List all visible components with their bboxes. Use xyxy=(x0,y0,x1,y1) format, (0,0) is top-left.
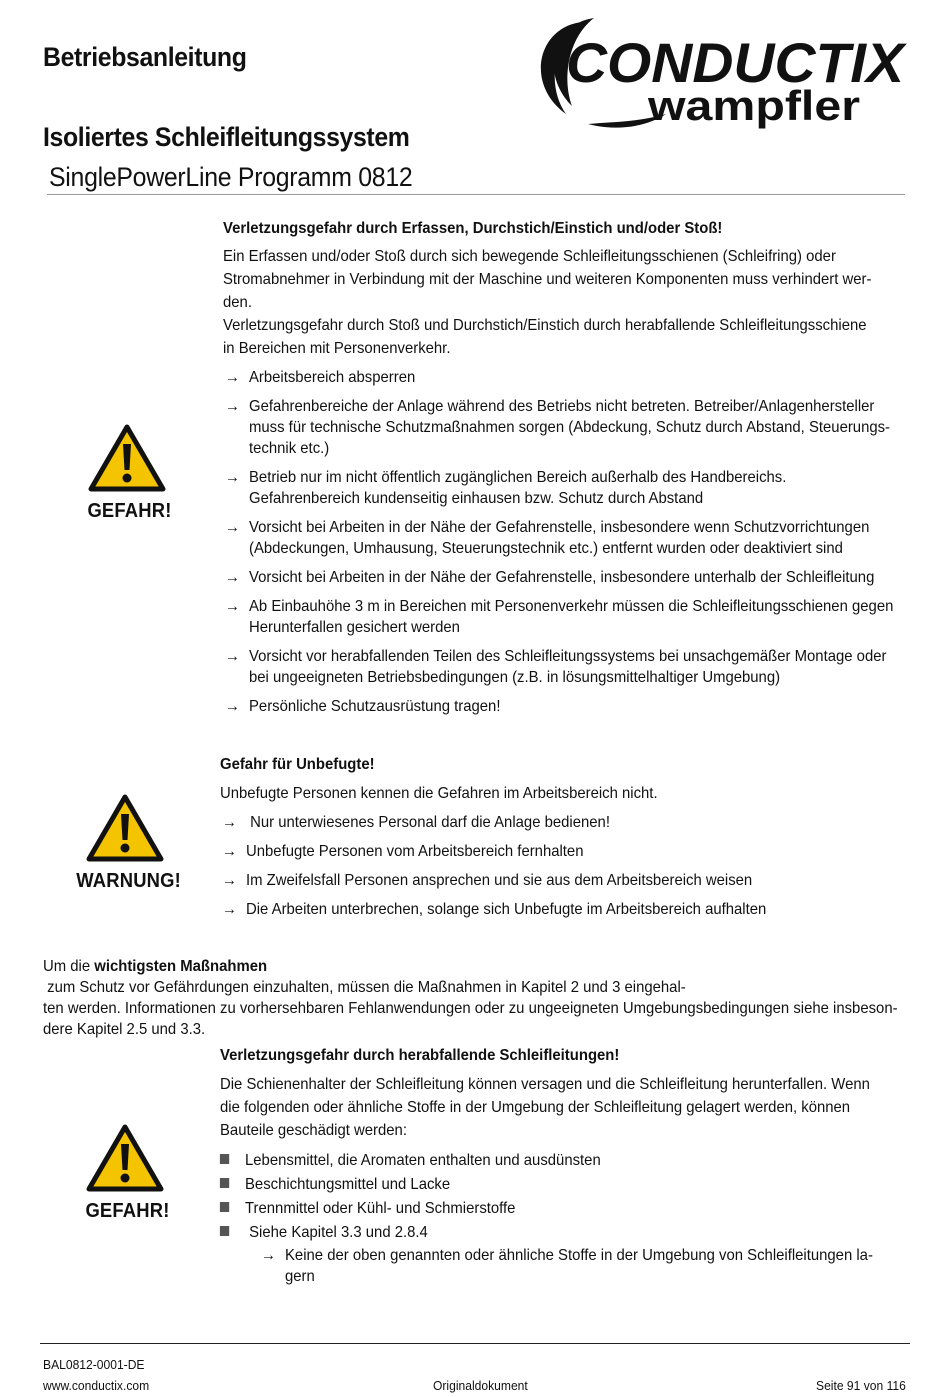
list-item: → Vorsicht bei Arbeiten in der Nähe der Gefahrenstelle, insbesondere unterhalb der Schleifleitung xyxy=(224,569,875,586)
page-subtitle: SinglePowerLine Programm 0812 xyxy=(49,162,413,192)
measure-list xyxy=(224,367,942,717)
warning-sign xyxy=(72,794,181,893)
list-item: → Ab Einbauhöhe 3 m in Bereichen mit Personenverkehr müssen die Schleifleitungsschienen gegen Herunterfallen gesichert werden xyxy=(224,598,894,636)
list-item: → Nur unterwiesenes Personal darf die Anlage bedienen! xyxy=(221,814,610,831)
signal-word: WARNUNG! xyxy=(76,870,181,892)
svg-text:wampfler: wampfler xyxy=(646,82,860,129)
conductix-wampfler-logo xyxy=(528,14,908,136)
danger-sign xyxy=(82,1124,168,1223)
list-item: → Vorsicht bei Arbeiten in der Nähe der Gefahrenstelle, insbesondere wenn Schutzvorrichtungen (Abdeckungen, Umhausung, Steuerungstechnik etc.) entfernt wurden oder deaktiviert sind xyxy=(224,519,870,557)
list-item: → Vorsicht vor herabfallenden Teilen des Schleifleitungssystems bei unsachgemäßer Montage oder bei ungeeigneten Betriebsbedingungen (z.B. in lösungsmittelhaltiger Umgebung) xyxy=(224,648,887,686)
section-heading: Verletzungsgefahr durch Erfassen, Durchstich/Einstich und/oder Stoß! xyxy=(223,220,723,237)
arrow-right-icon: → xyxy=(221,814,237,831)
arrow-right-icon: → xyxy=(224,598,240,615)
list-item: Trennmittel oder Kühl- und Schmierstoffe xyxy=(245,1198,601,1219)
signal-word: GEFAHR! xyxy=(85,1200,170,1222)
arrow-right-icon: → xyxy=(224,698,240,715)
substance-list xyxy=(245,1150,628,1243)
arrow-right-icon: → xyxy=(224,648,240,665)
list-item: → Persönliche Schutzausrüstung tragen! xyxy=(224,698,501,715)
square-bullet-icon xyxy=(220,1226,229,1236)
header-divider xyxy=(47,194,905,195)
arrow-right-icon: → xyxy=(224,369,240,386)
arrow-right-icon: → xyxy=(224,569,240,586)
document-status: Originaldokument xyxy=(433,1378,528,1393)
section-description: Unbefugte Personen kennen die Gefahren im Arbeitsbereich nicht. xyxy=(220,785,658,802)
list-item: Siehe Kapitel 3.3 und 2.8.4 xyxy=(245,1222,601,1243)
signal-word: GEFAHR! xyxy=(87,500,172,522)
warning-triangle-icon xyxy=(86,1124,164,1192)
list-item: → Gefahrenbereiche der Anlage während des Betriebs nicht betreten. Betreiber/Anlagenhersteller muss für technische Schutzmaßnahmen sorgen (Abdeckung, Schutz durch Abstand, Steuerungs- technik etc.) xyxy=(224,398,891,457)
danger-sign xyxy=(84,424,170,523)
arrow-right-icon: → xyxy=(224,398,240,415)
measure-list xyxy=(260,1245,917,1287)
svg-text:CONDUCTIX: CONDUCTIX xyxy=(566,31,908,94)
section-heading: Verletzungsgefahr durch herabfallende Schleifleitungen! xyxy=(220,1047,620,1064)
list-item: Lebensmittel, die Aromaten enthalten und ausdünsten xyxy=(245,1150,601,1171)
list-item: → Die Arbeiten unterbrechen, solange sich Unbefugte im Arbeitsbereich aufhalten xyxy=(221,901,767,918)
document-type: Betriebsanleitung xyxy=(43,42,247,72)
list-item: → Im Zweifelsfall Personen ansprechen und sie aus dem Arbeitsbereich weisen xyxy=(221,872,753,889)
arrow-right-icon: → xyxy=(260,1247,276,1264)
warning-triangle-icon xyxy=(88,424,166,492)
list-item: → Keine der oben genannten oder ähnliche Stoffe in der Umgebung von Schleifleitungen la- gern xyxy=(260,1247,873,1285)
section-description: Ein Erfassen und/oder Stoß durch sich bewegende Schleifleitungsschienen (Schleifring) oder Stromabnehmer in Verbindung mit der Maschine und weiteren Komponenten muss verhindert wer- den. Verletzungsgefahr durch Stoß und Durchstich/Einstich durch herabfallende Schleifleitungsschiene in Bereichen mit Personenverkehr. xyxy=(223,248,872,357)
document-id: BAL0812-0001-DE xyxy=(43,1357,145,1372)
list-item: → Unbefugte Personen vom Arbeitsbereich fernhalten xyxy=(221,843,584,860)
section-description: Die Schienenhalter der Schleifleitung können versagen und die Schleifleitung herunterfallen. Wenn die folgenden oder ähnliche Stoffe in der Umgebung der Schleifleitung gelagert werden, können Bauteile geschädigt werden: xyxy=(220,1076,870,1139)
list-item: → Betrieb nur im nicht öffentlich zugänglichen Bereich außerhalb des Handbereichs. Gefahrenbereich kundenseitig einhausen bzw. Schutz durch Abstand xyxy=(224,469,787,507)
warning-triangle-icon xyxy=(86,794,164,862)
square-bullet-icon xyxy=(220,1154,229,1164)
square-bullet-icon xyxy=(220,1202,229,1212)
arrow-right-icon: → xyxy=(224,519,240,536)
body-paragraph: Um die wichtigsten Maßnahmen zum Schutz vor Gefährdungen einzuhalten, müssen die Maßnahmen in Kapitel 2 und 3 eingehal- ten werden. Informationen zu vorhersehbaren Fehlanwendungen oder zu ungeeigneten Umgebungsbedingungen siehe insbeson- dere Kapitel 2.5 und 3.3. xyxy=(43,958,898,1038)
website-link[interactable]: www.conductix.com xyxy=(43,1378,150,1393)
list-item: → Arbeitsbereich absperren xyxy=(224,369,416,386)
measure-list xyxy=(221,812,805,920)
page-number: Seite 91 von 116 xyxy=(816,1378,906,1393)
arrow-right-icon: → xyxy=(224,469,240,486)
page-title: Isoliertes Schleifleitungssystem xyxy=(43,122,410,152)
square-bullet-icon xyxy=(220,1178,229,1188)
arrow-right-icon: → xyxy=(221,872,237,889)
arrow-right-icon: → xyxy=(221,901,237,918)
section-heading: Gefahr für Unbefugte! xyxy=(220,756,375,773)
arrow-right-icon: → xyxy=(221,843,237,860)
list-item: Beschichtungsmittel und Lacke xyxy=(245,1174,601,1195)
footer-divider xyxy=(40,1343,910,1344)
